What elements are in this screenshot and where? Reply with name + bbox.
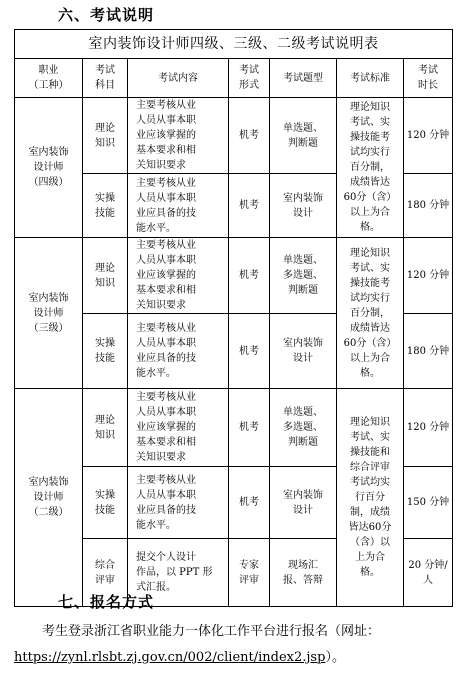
- header-duration: 考试 时长: [404, 59, 453, 98]
- duration-cell: 150 分钟: [404, 467, 453, 539]
- registration-paragraph: [14, 619, 454, 671]
- header-subject: 考试 科目: [83, 59, 128, 98]
- standard-level2: 理论知识 考试、实 操技能和 综合评审 考试均实 行百分 制，成绩 皆达60分 （含）以 上为合 格。: [337, 389, 404, 607]
- type-cell: 单选题、 多选题、 判断题: [270, 389, 337, 467]
- header-form: 考试 形式: [229, 59, 270, 98]
- registration-link[interactable]: https://zynl.rlsbt.zj.gov.cn/002/client/index2.jsp: [14, 650, 326, 665]
- table-title: 室内装饰设计师四级、三级、二级考试说明表: [15, 30, 453, 59]
- registration-text: 考生登录浙江省职业能力一体化工作平台进行报名（网址：: [42, 624, 381, 639]
- subject-cell: 理论 知识: [83, 389, 128, 467]
- header-question-type: 考试题型: [270, 59, 337, 98]
- content-cell: 主要考核从业 人员从事本职 业应该掌握的 基本要求和相 关知识要求: [128, 98, 229, 174]
- form-cell: 机考: [229, 314, 270, 389]
- subject-cell: 综合 评审: [83, 539, 128, 607]
- duration-cell: 120 分钟: [404, 98, 453, 174]
- type-cell: 室内装饰 设计: [270, 174, 337, 238]
- subject-cell: 实操 技能: [83, 174, 128, 238]
- content-cell: 主要考核从业 人员从事本职 业应该掌握的 基本要求和相 关知识要求: [128, 238, 229, 314]
- form-cell: 机考: [229, 389, 270, 467]
- section-6-heading: 六、考试说明: [58, 6, 155, 24]
- header-occupation: 职业 （工种）: [15, 59, 83, 98]
- header-standard: 考试标准: [337, 59, 404, 98]
- subject-cell: 实操 技能: [83, 467, 128, 539]
- form-cell: 机考: [229, 238, 270, 314]
- form-cell: 机考: [229, 174, 270, 238]
- occupation-level2: 室内装饰 设计师 （二级）: [15, 389, 83, 607]
- type-cell: 单选题、 多选题、 判断题: [270, 238, 337, 314]
- content-cell: 主要考核从业 人员从事本职 业应具备的技 能水平。: [128, 467, 229, 539]
- subject-cell: 理论 知识: [83, 238, 128, 314]
- form-cell: 专家 评审: [229, 539, 270, 607]
- standard-level4: 理论知识 考试、实 操技能考 试均实行 百分制， 成绩皆达 60分（含） 以上为合 格。: [337, 98, 404, 238]
- header-content: 考试内容: [128, 59, 229, 98]
- type-cell: 室内装饰 设计: [270, 467, 337, 539]
- duration-cell: 180 分钟: [404, 174, 453, 238]
- duration-cell: 120 分钟: [404, 238, 453, 314]
- duration-cell: 180 分钟: [404, 314, 453, 389]
- standard-level3: 理论知识 考试、实 操技能考 试均实行 百分制， 成绩皆达 60分（含） 以上为合 格。: [337, 238, 404, 389]
- form-cell: 机考: [229, 467, 270, 539]
- form-cell: 机考: [229, 98, 270, 174]
- registration-suffix: ）。: [325, 650, 345, 665]
- content-cell: 主要考核从业 人员从事本职 业应该掌握的 基本要求和相 关知识要求: [128, 389, 229, 467]
- type-cell: 现场汇 报、答辩: [270, 539, 337, 607]
- occupation-level3: 室内装饰 设计师 （三级）: [15, 238, 83, 389]
- duration-cell: 120 分钟: [404, 389, 453, 467]
- subject-cell: 实操 技能: [83, 314, 128, 389]
- duration-cell: 20 分钟/ 人: [404, 539, 453, 607]
- table-row: [15, 238, 453, 314]
- subject-cell: 理论 知识: [83, 98, 128, 174]
- table-row: [15, 389, 453, 467]
- content-cell: 提交个人设计 作品，以 PPT 形 式汇报。: [128, 539, 229, 607]
- exam-description-table: [14, 29, 453, 607]
- type-cell: 室内装饰 设计: [270, 314, 337, 389]
- content-cell: 主要考核从业 人员从事本职 业应具备的技 能水平。: [128, 314, 229, 389]
- occupation-level4: 室内装饰 设计师 （四级）: [15, 98, 83, 238]
- table-row: [15, 98, 453, 174]
- content-cell: 主要考核从业 人员从事本职 业应具备的技 能水平。: [128, 174, 229, 238]
- type-cell: 单选题、 判断题: [270, 98, 337, 174]
- section-7-heading: 七、报名方式: [58, 593, 155, 611]
